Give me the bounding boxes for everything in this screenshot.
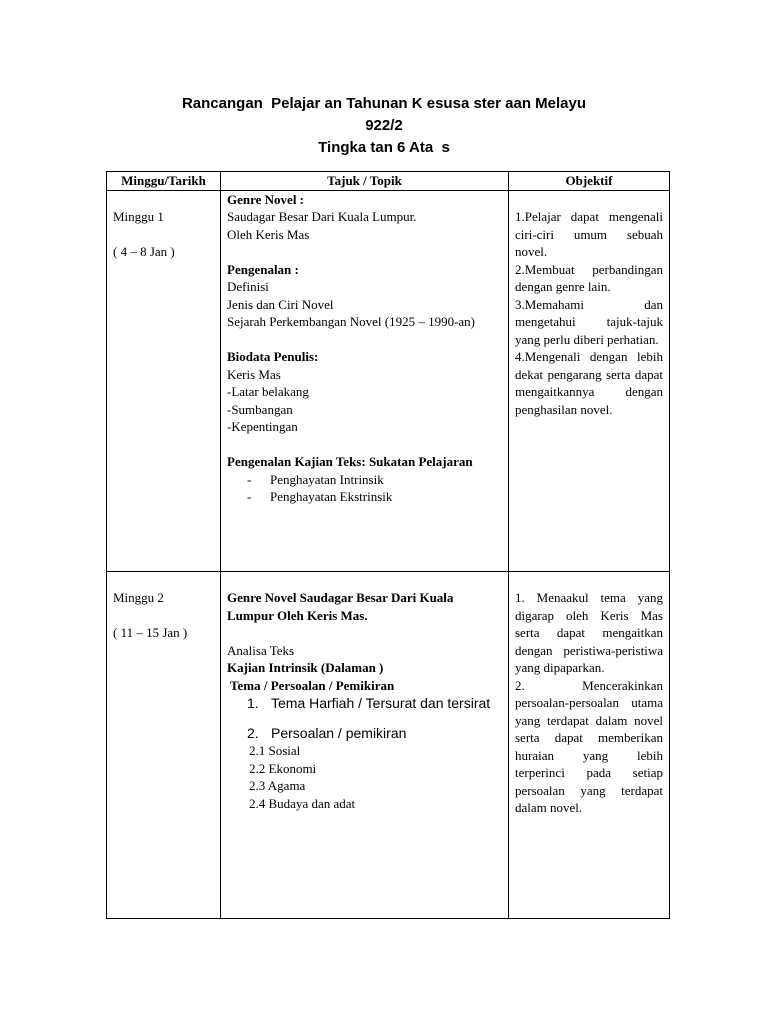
header-objective: Objektif xyxy=(509,172,670,191)
study-heading: Pengenalan Kajian Teks: Sukatan Pelajaran xyxy=(227,454,473,469)
intrinsic-heading: Kajian Intrinsik (Dalaman ) xyxy=(227,660,384,675)
list-item: - Penghayatan Ekstrinsik xyxy=(247,489,393,504)
table-row xyxy=(107,571,670,918)
table-header-row xyxy=(107,172,670,191)
title-line-2: 922/2 xyxy=(365,117,403,134)
theme-heading: Tema / Persoalan / Pemikiran xyxy=(227,677,395,693)
intro-heading: Pengenalan : xyxy=(227,261,299,277)
list-item: Sejarah Perkembangan Novel (1925 – 1990-an) xyxy=(227,314,476,329)
objective-item: 1. Menaakul tema yang digarap oleh Keris Mas serta dapat mengaitkan dengan peristiwa-peristiwa yang dipaparkan. xyxy=(515,590,663,675)
list-item: Definisi xyxy=(227,279,269,294)
week-cell xyxy=(107,190,221,571)
objective-item: 2.Membuat perbandingan dengan genre lain. xyxy=(515,261,663,294)
title-line-1: Rancangan Pelajar an Tahunan K esusa ster aan Melayu xyxy=(181,95,587,112)
list-item: 2. Persoalan / pemikiran xyxy=(247,725,407,741)
week-cell xyxy=(107,571,221,918)
analysis-label: Analisa Teks xyxy=(227,642,295,658)
list-item: - Penghayatan Intrinsik xyxy=(247,471,384,487)
list-item: 2.2 Ekonomi xyxy=(249,760,317,776)
list-item: 2.3 Agama xyxy=(249,778,306,793)
topic-cell xyxy=(221,571,509,918)
list-item: -Latar belakang xyxy=(227,384,309,399)
bio-heading: Biodata Penulis: xyxy=(227,349,319,364)
list-item: Jenis dan Ciri Novel xyxy=(227,296,334,312)
topic-cell xyxy=(221,190,509,571)
novel-title: Saudagar Besar Dari Kuala Lumpur. xyxy=(227,209,417,224)
list-item: -Sumbangan xyxy=(227,401,293,417)
week-label: Minggu 1 xyxy=(113,209,164,224)
document-title xyxy=(0,93,768,159)
title-line-3: Tingka tan 6 Ata s xyxy=(318,139,450,156)
week-label: Minggu 2 xyxy=(113,590,164,605)
objective-item: 4.Mengenali dengan lebih dekat pengarang serta dapat mengaitkannya dengan penghasilan novel. xyxy=(515,349,663,417)
objective-cell xyxy=(509,190,670,571)
list-item: Keris Mas xyxy=(227,366,281,382)
table-row xyxy=(107,190,670,571)
objective-item: 1.Pelajar dapat mengenali ciri-ciri umum sebuah novel. xyxy=(515,209,663,259)
objective-item: 2. Mencerakinkan persoalan-persoalan utama yang terdapat dalam novel serta dapat memberikan huraian yang lebih terperinci pada setiap persoalan yang terdapat dalam novel. xyxy=(515,677,663,815)
genre-heading: Genre Novel : xyxy=(227,191,305,207)
topic-heading: Genre Novel Saudagar Besar Dari Kuala Lumpur Oleh Keris Mas. xyxy=(227,590,454,623)
list-item: -Kepentingan xyxy=(227,419,298,434)
list-item: 2.4 Budaya dan adat xyxy=(249,795,356,811)
week-date: ( 4 – 8 Jan ) xyxy=(113,244,175,259)
list-item: 2.1 Sosial xyxy=(249,743,301,758)
list-item: 1. Tema Harfiah / Tersurat dan tersirat xyxy=(247,695,491,711)
objective-cell xyxy=(509,571,670,918)
header-week: Minggu/Tarikh xyxy=(107,172,221,191)
week-date: ( 11 – 15 Jan ) xyxy=(113,625,188,640)
objective-item: 3.Memahami dan mengetahui tajuk-tajuk yang perlu diberi perhatian. xyxy=(515,296,663,347)
header-topic: Tajuk / Topik xyxy=(221,172,509,191)
novel-author: Oleh Keris Mas xyxy=(227,226,310,242)
lesson-plan-table xyxy=(106,171,670,919)
